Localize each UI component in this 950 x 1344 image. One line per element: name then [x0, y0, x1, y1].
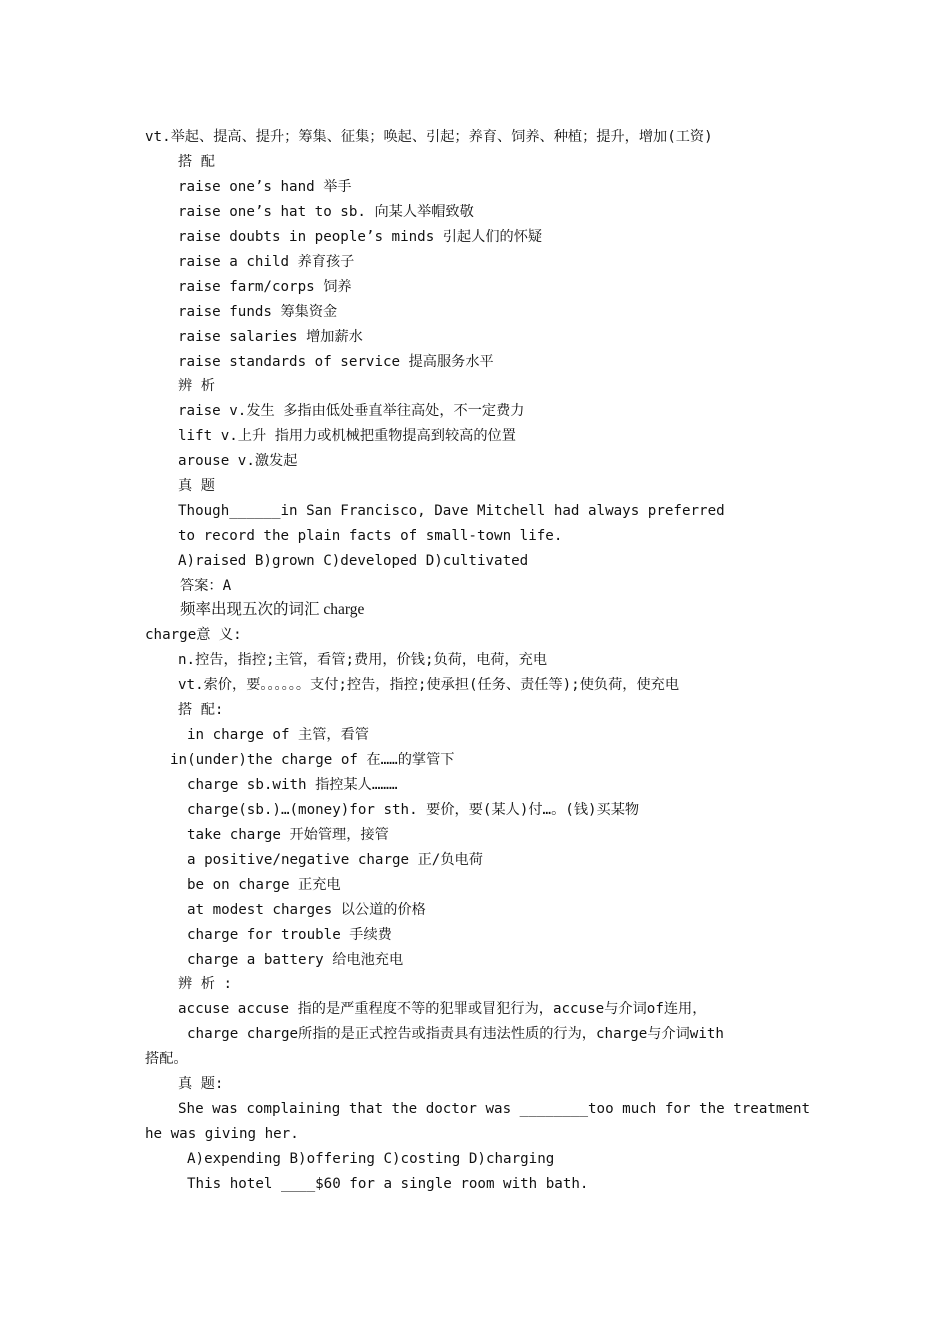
- distinction-item-continuation: 搭配。: [145, 1051, 188, 1067]
- collocation-item: raise standards of service 提高服务水平: [178, 354, 494, 370]
- raise-definition: vt.举起、提高、提升；筹集、征集；唤起、引起；养育、饲养、种植；提升，增加(工资): [145, 129, 713, 145]
- exam-question-text: he was giving her.: [145, 1126, 299, 1142]
- exam-question-options: A)raised B)grown C)developed D)cultivated: [178, 553, 529, 569]
- word-heading-charge: 频率出现五次的词汇 charge: [180, 601, 365, 618]
- exam-question-text: to record the plain facts of small-town life.: [178, 528, 563, 544]
- collocation-item: raise one’s hand 举手: [178, 179, 352, 195]
- distinction-item: charge charge所指的是正式控告或指责具有违法性质的行为，charge与介词with: [187, 1026, 724, 1042]
- collocation-item: raise salaries 增加薪水: [178, 329, 363, 345]
- exam-question-text: Though______in San Francisco, Dave Mitchell had always preferred: [178, 503, 725, 519]
- distinction-item: arouse v.激发起: [178, 453, 298, 469]
- collocation-item: raise funds 筹集资金: [178, 304, 338, 320]
- collocation-item: raise a child 养育孩子: [178, 254, 355, 270]
- collocation-item: charge for trouble 手续费: [187, 927, 392, 943]
- collocation-item: in charge of 主管，看管: [187, 727, 369, 743]
- distinction-item: accuse accuse 指的是严重程度不等的犯罪或冒犯行为，accuse与介词of连用，: [178, 1001, 707, 1017]
- collocation-item: charge a battery 给电池充电: [187, 952, 404, 968]
- collocation-item: at modest charges 以公道的价格: [187, 902, 426, 918]
- collocation-item: be on charge 正充电: [187, 877, 341, 893]
- section-heading-exam-question: 真 题: [178, 478, 215, 494]
- distinction-item: raise v.发生 多指由低处垂直举往高处，不一定费力: [178, 403, 525, 419]
- collocation-item: charge sb.with 指控某人………: [187, 777, 398, 793]
- collocation-item: raise farm/corps 饲养: [178, 279, 352, 295]
- collocation-item: raise doubts in people’s minds 引起人们的怀疑: [178, 229, 543, 245]
- collocation-item: charge(sb.)…(money)for sth. 要价，要(某人)付…。(钱)买某物: [187, 802, 640, 818]
- distinction-item: lift v.上升 指用力或机械把重物提高到较高的位置: [178, 428, 516, 444]
- charge-definition-noun: n.控告，指控;主管，看管;费用，价钱;负荷，电荷，充电: [178, 652, 548, 668]
- section-heading-distinction: 辨 析 :: [178, 976, 232, 992]
- collocation-item: in(under)the charge of 在……的掌管下: [170, 752, 455, 768]
- exam-answer: 答案：A: [180, 578, 232, 594]
- section-heading-collocations: 搭 配:: [178, 702, 224, 718]
- collocation-item: take charge 开始管理，接管: [187, 827, 389, 843]
- exam-question-text: This hotel ____$60 for a single room with bath.: [187, 1176, 589, 1192]
- exam-question-text: She was complaining that the doctor was ________too much for the treatment: [178, 1101, 811, 1117]
- collocation-item: raise one’s hat to sb. 向某人举帽致敬: [178, 204, 474, 220]
- collocation-item: a positive/negative charge 正/负电荷: [187, 852, 483, 868]
- exam-question-options: A)expending B)offering C)costing D)charging: [187, 1151, 555, 1167]
- section-heading-distinction: 辨 析: [178, 378, 215, 394]
- section-heading-exam-question: 真 题:: [178, 1076, 224, 1092]
- section-heading-collocations: 搭 配: [178, 154, 215, 170]
- charge-meaning-heading: charge意 义:: [145, 627, 242, 643]
- charge-definition-verb: vt.索价，要。。。。。。支付;控告，指控;使承担(任务、责任等);使负荷，使充电: [178, 677, 680, 693]
